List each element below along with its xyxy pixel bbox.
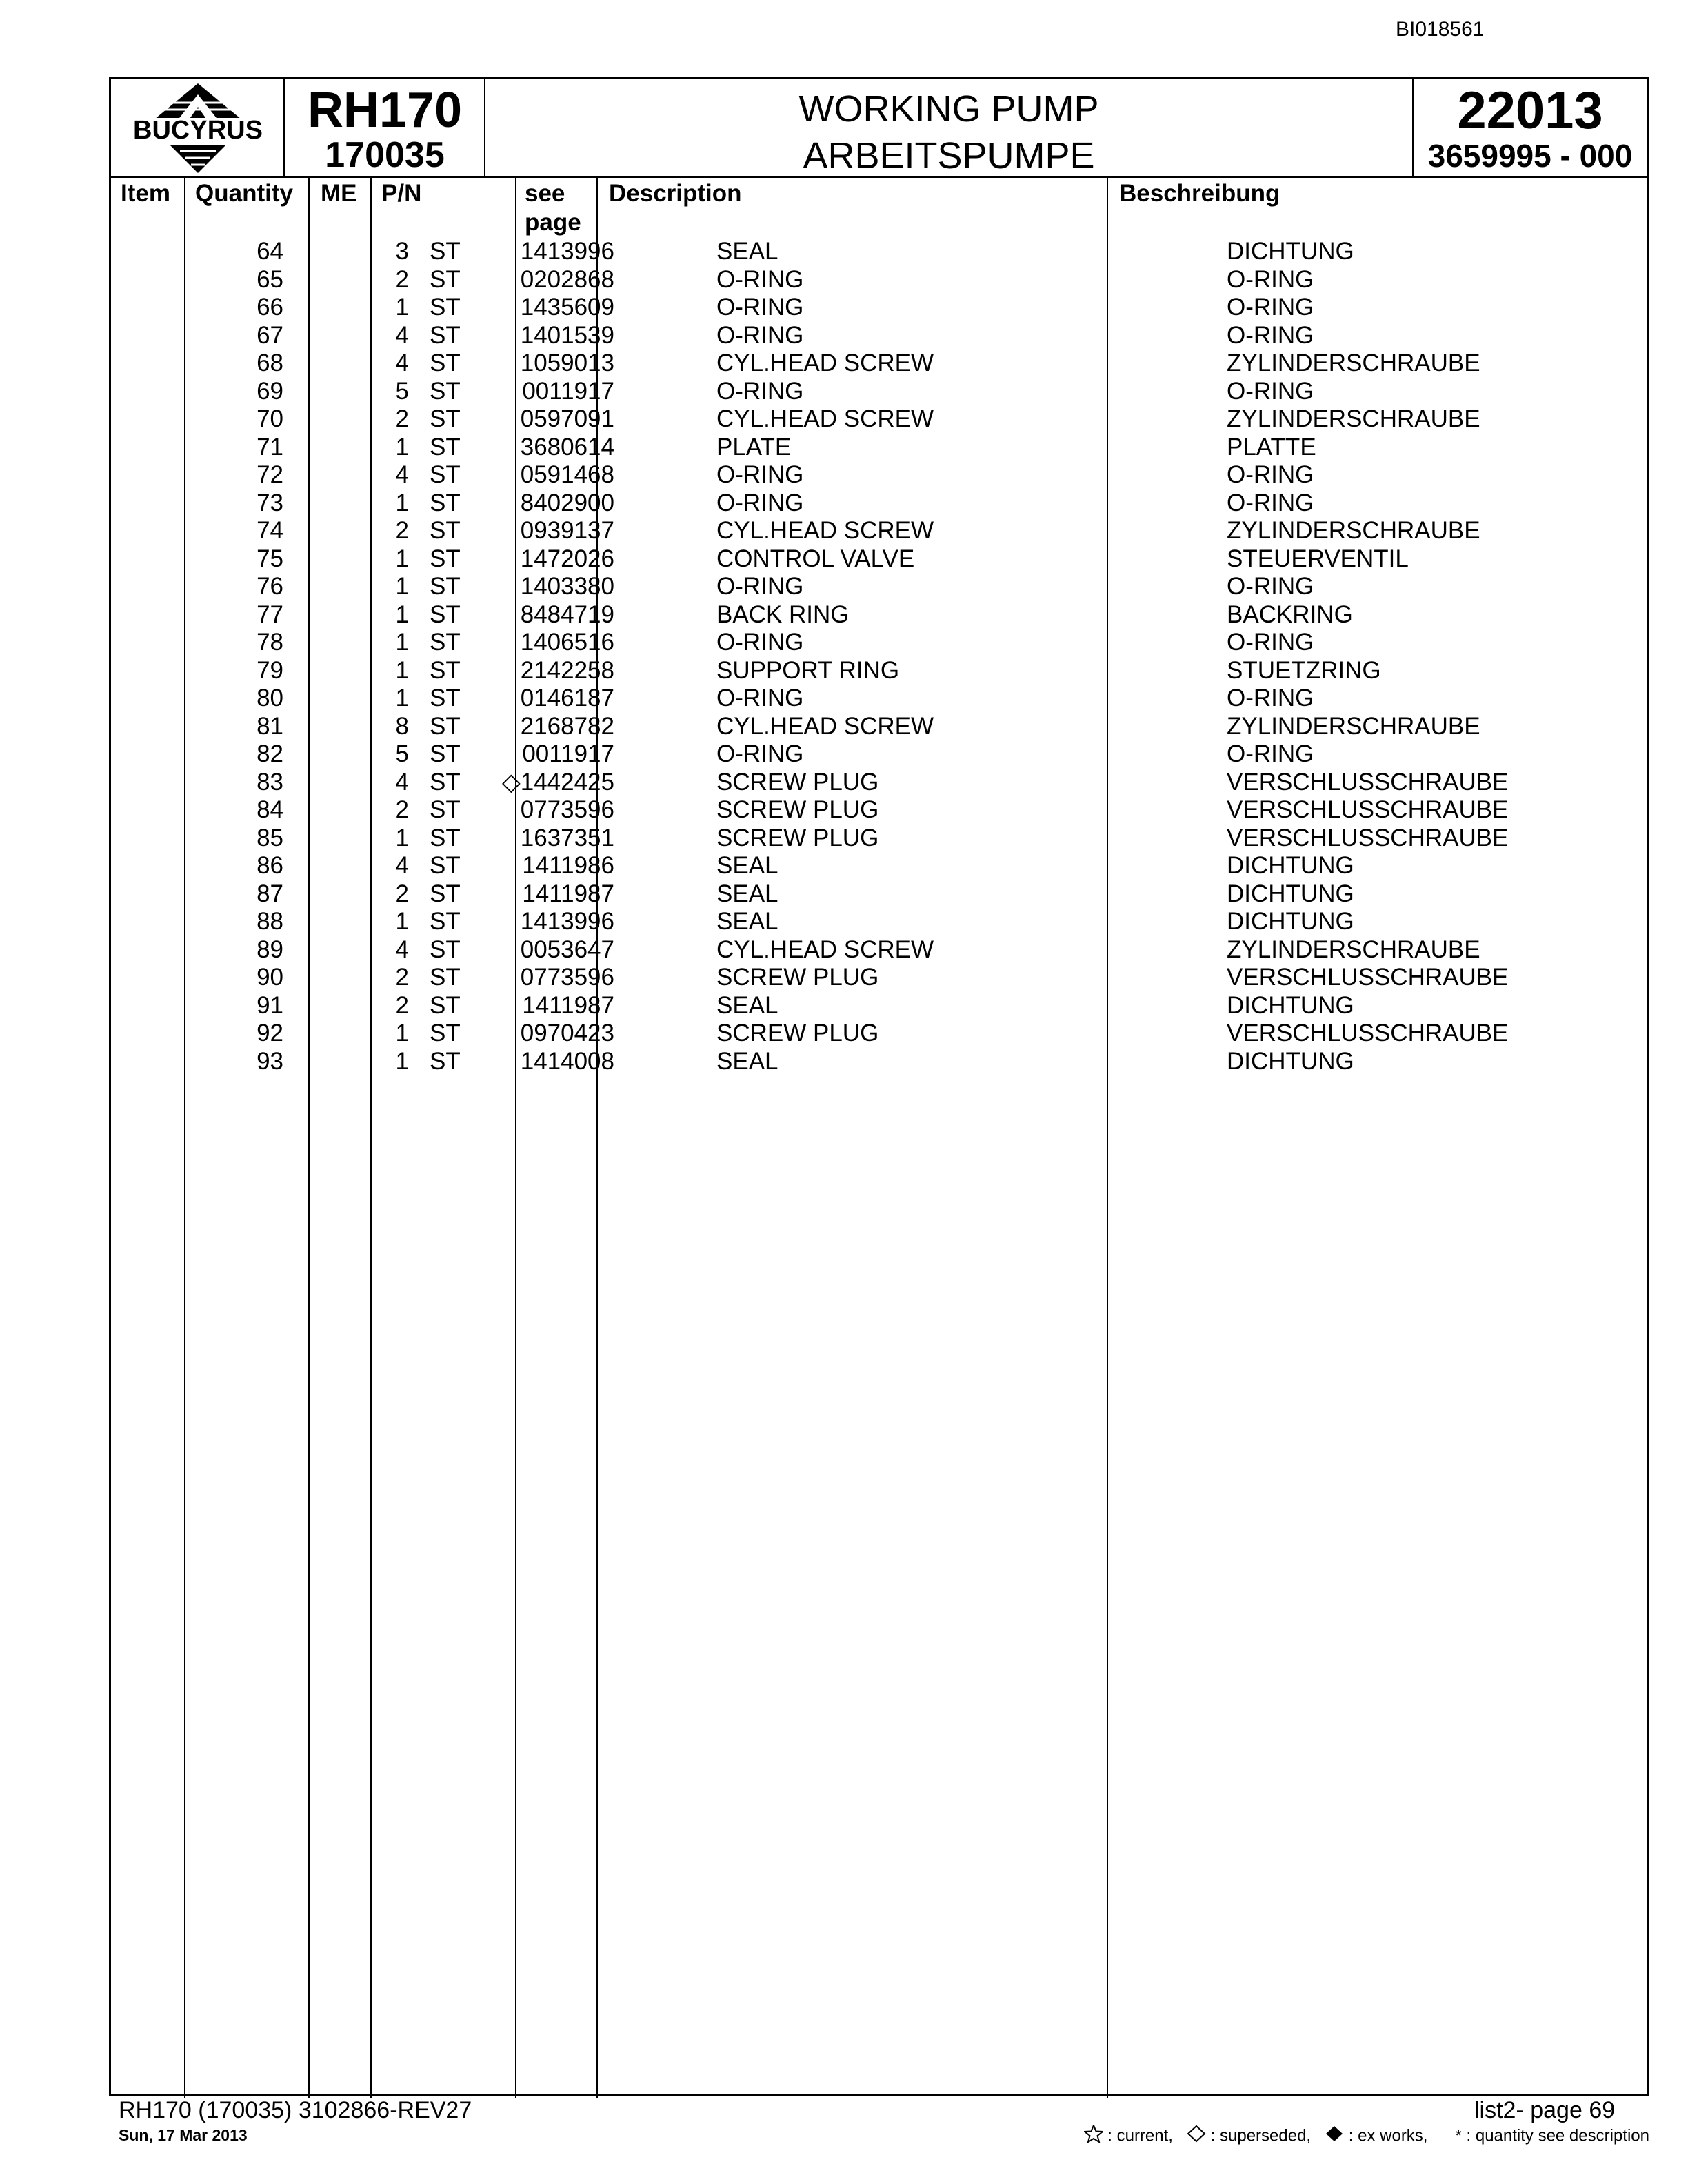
legend-ex-works: : ex works, [1348,2126,1428,2145]
description: SEAL [716,238,778,265]
item-number: 64 [257,238,283,265]
table-row [111,1048,1647,1076]
beschreibung: VERSCHLUSSCHRAUBE [1227,1020,1509,1046]
unit: ST [430,852,461,879]
item-number: 75 [257,545,283,572]
table-row [111,266,1647,294]
item-number: 89 [257,936,283,963]
column-header-pn: P/N [381,180,422,207]
unit: ST [430,768,461,796]
star-outline-icon [1084,2128,1108,2147]
item-number: 81 [257,712,283,740]
item-number: 91 [257,991,283,1019]
column-header-beschreibung: Beschreibung [1119,180,1280,207]
part-number: 8402900 [520,489,614,516]
unit: ST [430,600,461,628]
description: O-RING [716,629,804,656]
beschreibung: O-RING [1227,461,1314,488]
table-row [111,461,1647,489]
column-header-page: page [525,209,581,236]
unit: ST [430,1020,461,1046]
unit: ST [430,964,461,991]
item-number: 70 [257,405,283,432]
legend-quantity: * : quantity see description [1455,2126,1649,2145]
quantity: 8 [395,712,409,740]
beschreibung: O-RING [1227,740,1314,767]
part-number: 0146187 [520,685,614,711]
column-header-quantity: Quantity [195,180,293,207]
table-row [111,489,1647,518]
unit: ST [430,461,461,488]
legend-superseded: : superseded, [1210,2126,1312,2145]
item-number: 68 [257,350,283,376]
beschreibung: VERSCHLUSSCHRAUBE [1227,824,1509,851]
part-number: 0053647 [520,936,614,963]
beschreibung: PLATTE [1227,433,1316,461]
column-header-see: see [525,180,565,207]
beschreibung: VERSCHLUSSCHRAUBE [1227,768,1509,796]
title-german: ARBEITSPUMPE [803,135,1095,176]
part-number: 0773596 [520,964,614,991]
beschreibung: BACKRING [1227,600,1353,628]
part-number: 1413996 [520,908,614,935]
model-block [285,79,485,176]
beschreibung: ZYLINDERSCHRAUBE [1227,712,1480,740]
description: O-RING [716,685,804,711]
beschreibung: O-RING [1227,321,1314,349]
beschreibung: ZYLINDERSCHRAUBE [1227,936,1480,963]
serial-number: 170035 [325,135,445,175]
column-header-description: Description [609,180,742,207]
legend-current: : current, [1107,2126,1173,2145]
part-number: 1403380 [520,573,614,600]
table-row [111,685,1647,713]
unit: ST [430,321,461,349]
quantity: 5 [395,377,409,405]
quantity: 1 [395,545,409,572]
diamond-outline-icon [1187,2128,1211,2147]
description: CONTROL VALVE [716,545,915,572]
bucyrus-logo [111,79,285,176]
quantity: 4 [395,852,409,879]
quantity: 1 [395,685,409,711]
unit: ST [430,880,461,907]
table-row [111,852,1647,880]
description: CYL.HEAD SCREW [716,712,934,740]
unit: ST [430,991,461,1019]
quantity: 2 [395,964,409,991]
footer-page: list2- page 69 [1474,2097,1616,2123]
item-number: 80 [257,685,283,711]
part-number: 0011917 [522,740,614,767]
item-number: 79 [257,656,283,684]
table-row [111,740,1647,769]
part-number: 2142258 [520,656,614,684]
beschreibung: DICHTUNG [1227,852,1354,879]
part-number: 2168782 [520,712,614,740]
item-number: 92 [257,1020,283,1046]
description: CYL.HEAD SCREW [716,405,934,432]
part-number: 1411987 [522,880,614,907]
unit: ST [430,294,461,321]
beschreibung: O-RING [1227,629,1314,656]
unit: ST [430,824,461,851]
part-number: 3680614 [520,433,614,461]
table-row [111,517,1647,545]
unit: ST [430,238,461,265]
description: SEAL [716,1047,778,1075]
table-row [111,713,1647,741]
part-number: 1406516 [520,629,614,656]
description: CYL.HEAD SCREW [716,350,934,376]
beschreibung: O-RING [1227,294,1314,321]
quantity: 2 [395,265,409,293]
table-row [111,936,1647,964]
quantity: 2 [395,517,409,544]
quantity: 5 [395,740,409,767]
beschreibung: DICHTUNG [1227,880,1354,907]
item-number: 83 [257,768,283,796]
table-row [111,545,1647,574]
unit: ST [430,489,461,516]
beschreibung: O-RING [1227,489,1314,516]
part-number: 8484719 [520,600,614,628]
description: O-RING [716,573,804,600]
part-number: 0591468 [520,461,614,488]
quantity: 1 [395,1047,409,1075]
quantity: 1 [395,629,409,656]
table-row [111,908,1647,936]
item-number: 86 [257,852,283,879]
part-number: 0597091 [520,405,614,432]
description: SCREW PLUG [716,796,879,823]
beschreibung: DICHTUNG [1227,908,1354,935]
item-number: 78 [257,629,283,656]
unit: ST [430,656,461,684]
description: SEAL [716,852,778,879]
part-number: 1411987 [522,991,614,1019]
description: O-RING [716,489,804,516]
column-header-me: ME [321,180,357,207]
beschreibung: STUETZRING [1227,656,1381,684]
table-row [111,434,1647,462]
description: O-RING [716,321,804,349]
part-number: 1637351 [520,824,614,851]
table-row [111,992,1647,1020]
unit: ST [430,265,461,293]
logo-text: BUCYRUS [133,116,263,145]
footer-date: Sun, 17 Mar 2013 [119,2126,248,2144]
item-number: 84 [257,796,283,823]
legend [1084,2125,1649,2147]
unit: ST [430,908,461,935]
quantity: 1 [395,489,409,516]
unit: ST [430,685,461,711]
beschreibung: ZYLINDERSCHRAUBE [1227,405,1480,432]
quantity: 1 [395,1020,409,1046]
description: BACK RING [716,600,850,628]
item-number: 76 [257,573,283,600]
description: O-RING [716,740,804,767]
unit: ST [430,517,461,544]
unit: ST [430,1047,461,1075]
item-number: 66 [257,294,283,321]
item-number: 72 [257,461,283,488]
table-row [111,964,1647,992]
quantity: 1 [395,433,409,461]
part-number: ◇1442425 [501,768,614,796]
item-number: 88 [257,908,283,935]
description: SCREW PLUG [716,768,879,796]
unit: ST [430,545,461,572]
unit: ST [430,740,461,767]
description: CYL.HEAD SCREW [716,517,934,544]
unit: ST [430,712,461,740]
part-number: 0970423 [520,1020,614,1046]
description: O-RING [716,265,804,293]
table-row [111,629,1647,657]
description: SCREW PLUG [716,964,879,991]
beschreibung: O-RING [1227,265,1314,293]
part-number: 1435609 [520,294,614,321]
item-number: 90 [257,964,283,991]
table-row [111,796,1647,825]
table-row [111,238,1647,266]
table-row [111,825,1647,853]
item-number: 77 [257,600,283,628]
description: SEAL [716,880,778,907]
table-row [111,378,1647,406]
quantity: 2 [395,991,409,1019]
description: SEAL [716,908,778,935]
quantity: 2 [395,796,409,823]
description: O-RING [716,377,804,405]
table-row [111,769,1647,797]
description: SUPPORT RING [716,656,900,684]
beschreibung: O-RING [1227,377,1314,405]
item-number: 74 [257,517,283,544]
table-row [111,405,1647,434]
unit: ST [430,405,461,432]
beschreibung: VERSCHLUSSCHRAUBE [1227,964,1509,991]
footer-doc-ref: RH170 (170035) 3102866-REV27 [119,2097,472,2123]
table-row [111,573,1647,601]
beschreibung: O-RING [1227,573,1314,600]
part-number: 1411986 [522,852,614,879]
part-number: 0202868 [520,265,614,293]
unit: ST [430,573,461,600]
title-english: WORKING PUMP [798,88,1099,130]
unit: ST [430,350,461,376]
item-number: 73 [257,489,283,516]
item-number: 93 [257,1047,283,1075]
beschreibung: VERSCHLUSSCHRAUBE [1227,796,1509,823]
table-row [111,350,1647,378]
part-number: 1414008 [520,1047,614,1075]
item-number: 65 [257,265,283,293]
table-row [111,880,1647,909]
part-number: 0939137 [520,517,614,544]
table-row [111,657,1647,685]
unit: ST [430,433,461,461]
part-number: 0011917 [522,377,614,405]
quantity: 3 [395,238,409,265]
beschreibung: DICHTUNG [1227,1047,1354,1075]
item-number: 69 [257,377,283,405]
column-header-item: Item [121,180,170,207]
document-id: BI018561 [1396,18,1485,41]
description: SCREW PLUG [716,1020,879,1046]
diamond-filled-icon [1325,2128,1349,2147]
part-number: 1059013 [520,350,614,376]
item-number: 71 [257,433,283,461]
description: PLATE [716,433,792,461]
quantity: 4 [395,768,409,796]
beschreibung: O-RING [1227,685,1314,711]
unit: ST [430,796,461,823]
quantity: 1 [395,573,409,600]
quantity: 1 [395,824,409,851]
logo-graphic [111,79,285,176]
quantity: 4 [395,936,409,963]
unit: ST [430,629,461,656]
part-number: 1413996 [520,238,614,265]
description: O-RING [716,461,804,488]
group-block [1413,79,1647,176]
description: SCREW PLUG [716,824,879,851]
quantity: 4 [395,461,409,488]
beschreibung: ZYLINDERSCHRAUBE [1227,517,1480,544]
item-number: 67 [257,321,283,349]
part-number: 1472026 [520,545,614,572]
description: SEAL [716,991,778,1019]
item-number: 87 [257,880,283,907]
description: CYL.HEAD SCREW [716,936,934,963]
assembly-part-number: 3659995 - 000 [1427,138,1633,174]
part-number: 0773596 [520,796,614,823]
beschreibung: ZYLINDERSCHRAUBE [1227,350,1480,376]
model-name: RH170 [307,83,463,138]
item-number: 82 [257,740,283,767]
quantity: 4 [395,321,409,349]
quantity: 1 [395,908,409,935]
quantity: 2 [395,880,409,907]
quantity: 1 [395,656,409,684]
quantity: 2 [395,405,409,432]
table-row [111,322,1647,350]
description: O-RING [716,294,804,321]
quantity: 1 [395,600,409,628]
part-number: 1401539 [520,321,614,349]
group-number: 22013 [1457,81,1603,140]
unit: ST [430,936,461,963]
unit: ST [430,377,461,405]
parts-list-frame [109,77,1649,2096]
table-row [111,1020,1647,1048]
beschreibung: STEUERVENTIL [1227,545,1409,572]
item-number: 85 [257,824,283,851]
table-row [111,294,1647,322]
quantity: 4 [395,350,409,376]
quantity: 1 [395,294,409,321]
beschreibung: DICHTUNG [1227,991,1354,1019]
beschreibung: DICHTUNG [1227,238,1354,265]
title-block [485,79,1413,176]
table-row [111,601,1647,629]
